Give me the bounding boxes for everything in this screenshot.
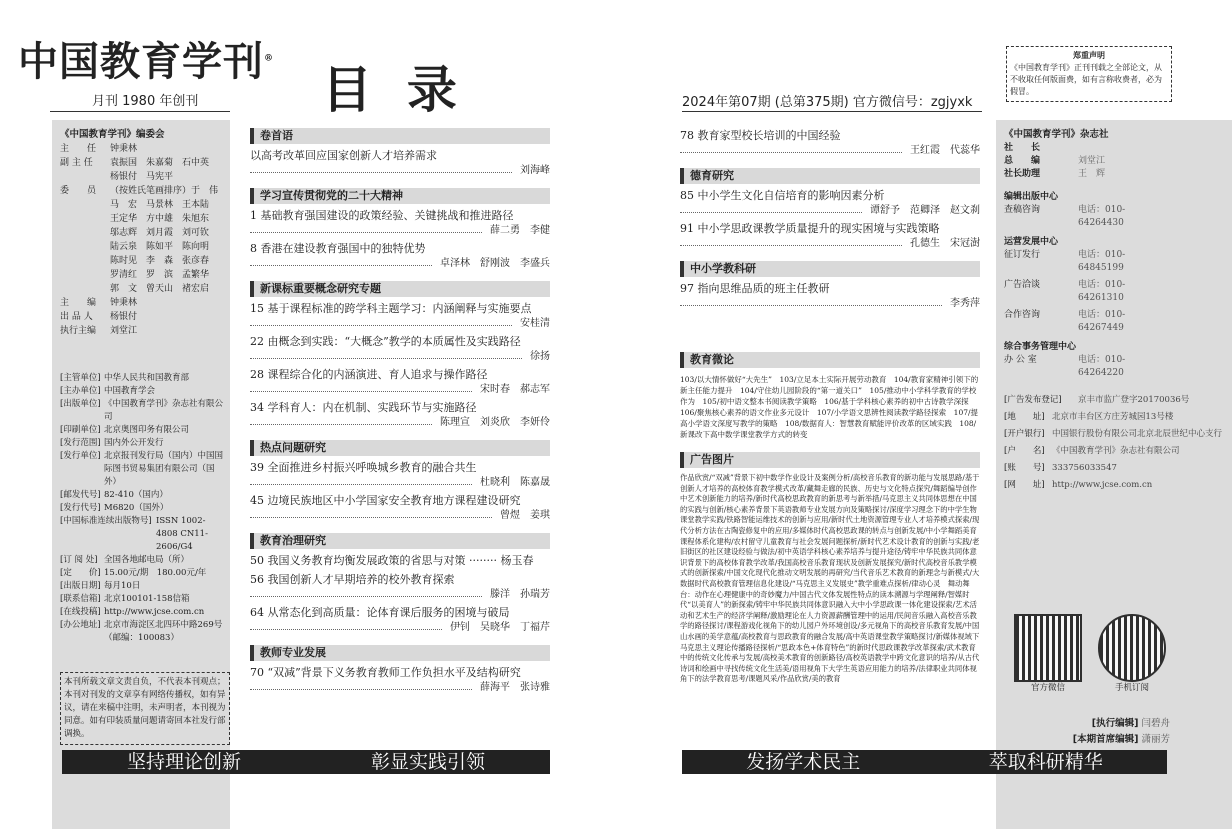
banner-slogan: 萃取科研精华 <box>988 751 1103 773</box>
dot-leader <box>680 143 902 153</box>
toc-entry[interactable]: 1 基础教育强国建设的政策经验、关键挑战和推进路径 <box>250 209 514 222</box>
info-key: [在线投稿] <box>60 607 101 617</box>
toc-authors: 刘海峰 <box>520 165 550 176</box>
copyright-box <box>1006 46 1172 102</box>
toc-entry[interactable]: 64 从常态化到高质量：论体育课后服务的困境与破局 <box>250 606 510 619</box>
left-toc <box>250 128 550 698</box>
publication-info <box>60 372 225 645</box>
info-key: [发行代号] <box>60 503 101 513</box>
toc-entry[interactable]: 22 由概念到实践：“大概念”教学的本质属性及实践路径 <box>250 335 521 348</box>
info-row <box>60 437 225 450</box>
board-row <box>60 296 225 310</box>
company-person <box>1078 142 1224 155</box>
toc-authors: 谭舒予 范卿泽 赵文刹 <box>870 205 980 216</box>
board-row <box>60 156 225 184</box>
dot-leader <box>250 349 522 359</box>
contact-key: 合作咨询 <box>1004 310 1041 320</box>
bank-row <box>1004 479 1224 492</box>
toc-authors-row <box>680 143 980 158</box>
dot-leader <box>250 382 472 392</box>
dot-leader <box>250 620 442 630</box>
right-toc <box>680 128 980 314</box>
toc-authors: 王红霞 代蕊华 <box>910 145 980 156</box>
info-value: 北京市海淀区北四环中路269号（邮编：100083） <box>104 620 223 643</box>
info-value: 15.00元/期 180.00元/年 <box>104 568 207 578</box>
bank-value: 中国银行股份有限公司北京北辰世纪中心支行 <box>1052 429 1223 439</box>
dot-leader <box>250 587 482 597</box>
toc-authors-row <box>680 236 980 251</box>
info-key: [定 价] <box>60 568 101 578</box>
company-row <box>1004 168 1224 181</box>
board-members: 刘堂江 <box>110 326 138 336</box>
board-members: 钟秉林 <box>110 144 138 154</box>
dot-leader <box>250 316 512 326</box>
company-role: 社长助理 <box>1004 169 1041 179</box>
micro-text: 103/以大情怀做好“大先生” 103/立足本土实际开展劳动教育 104/教育家精神引领下的新主任能力提升 104/守住幼儿园阶段的“第一道关口” 105/推动中小学科学教育的学校作为 105/初中语文整本书阅读教学策略 106/基于学科核心素养的初中古诗教学深探 106/聚焦核心素养的语文作业多元设计 107/小学语文思辨性阅读教学路径探索 107/提高小学语文深度写教学的策略 108/数据育人：智慧教育赋能评价改革的区域实践 108/新课改下高中数学课堂教学方式的转变 <box>680 375 979 439</box>
toc-authors-row <box>680 203 980 218</box>
info-value: 北京100101-158信箱 <box>104 594 190 604</box>
info-row <box>60 502 225 515</box>
info-row <box>60 515 225 554</box>
board-role: 主 任 <box>60 144 97 154</box>
toc-authors: 安桂清 <box>520 318 550 329</box>
info-value: 国内外公开发行 <box>104 438 164 448</box>
company-person: 王 辉 <box>1078 169 1106 179</box>
board-role: 副 主 任 <box>60 158 93 168</box>
toc-authors-row <box>250 316 550 331</box>
editor-row <box>1060 716 1170 732</box>
info-row <box>60 606 225 619</box>
copyright-text: 《中国教育学刊》正刊刊载之全部论文，从不收取任何版面费，如有言称收费者，必为假冒。 <box>1010 63 1162 96</box>
contact-row <box>1004 249 1224 275</box>
toc-authors: 宋时春 郝志军 <box>480 384 550 395</box>
copyright-heading: 郑重声明 <box>1073 51 1105 60</box>
banner-slogan: 坚持理论创新 <box>126 751 241 773</box>
toc-entry[interactable]: 15 基于课程标准的跨学科主题学习：内涵阐释与实施要点 <box>250 302 532 315</box>
info-value: ISSN 1002-4808 CN11-2606/G4 <box>156 516 208 552</box>
section-title: 教师专业发展 <box>250 645 550 661</box>
info-row <box>60 567 225 580</box>
info-value: M6820（国外） <box>104 503 169 513</box>
board-role: 委 员 <box>60 186 97 196</box>
dot-leader <box>680 296 942 306</box>
board-members: （按姓氏笔画排序）于 伟 马 宏 马景林 王本陆 王定华 方中雄 朱旭东 邬志辉 刘月霞 刘可钦 陆云泉 陈如平 陈向明 陈时见 李 森 张彦春 罗清红 罗 滨 孟繁华 郭 文 曾天山 褚宏启 <box>110 186 228 294</box>
qr-subscribe[interactable] <box>1098 614 1166 695</box>
dot-leader <box>250 223 482 233</box>
toc-authors: 孔德生 宋冠澍 <box>910 238 980 249</box>
ad-section <box>680 452 980 685</box>
toc-entry[interactable]: 70 “双减”背景下义务教育教师工作负担水平及结构研究 <box>250 666 521 679</box>
info-key: [发行单位] <box>60 451 101 461</box>
toc-authors: 曾煜 姜琪 <box>500 510 550 521</box>
info-key: [联系信箱] <box>60 594 101 604</box>
contact-key: 广告洽谈 <box>1004 280 1041 290</box>
info-value: 《中国教育学刊》杂志社有限公司 <box>104 399 224 422</box>
toc-authors: 薛二勇 李健 <box>490 225 550 236</box>
toc-heading: 目 录 <box>322 61 457 119</box>
contact-key: 查稿咨询 <box>1004 205 1041 215</box>
contact-phone: 电话：010-64264430 <box>1078 205 1126 228</box>
contact-dept: 运营发展中心 <box>1004 237 1059 247</box>
toc-authors-row <box>250 163 550 178</box>
toc-entry[interactable]: 85 中小学生文化自信培育的影响因素分析 <box>680 189 885 202</box>
contact-phone: 电话：010-64845199 <box>1078 250 1126 273</box>
info-value: http://www.jcse.com.cn <box>104 607 205 617</box>
toc-entry[interactable]: 91 中小学思政课教学质量提升的现实困境与实践策略 <box>680 222 940 235</box>
section-title: 新课标重要概念研究专题 <box>250 281 550 297</box>
bank-value: 京丰市监广登字20170036号 <box>1078 395 1190 405</box>
contact-row <box>1004 204 1224 230</box>
section-title: 广告图片 <box>680 452 980 468</box>
dot-leader <box>250 475 472 485</box>
info-row <box>60 385 225 398</box>
info-row <box>60 398 225 424</box>
contact-row <box>1004 354 1224 380</box>
toc-authors: 滕洋 孙瑞芳 <box>490 589 550 600</box>
ad-text: 作品欣赏/“双减”背景下初中数学作业设计及案例分析/高校音乐教育的新功能与发展思路/基于创新人才培养的高校体育教学模式改革/藏舞走廊的民族、历史与文化特点探究/舞蹈编导创作中艺术创新能力的培养/新时代高校思政教育的新思考与新举措/马克思主义共同体思想在中国的实践与创新/核心素养背景下英语教师专业发展方向及策略探讨/深度学习理念下的中学生物课堂教学实践/铁路智能运维技术的创新与应用/新时代土地资源管理专业人才培养模式探索/现代分析方法在古陶瓷修复中的应用/多媒体时代高校思政课的转点与创新发展/中小学舞蹈美育课程体系化建构/农村留守儿童教育与社会发展问题探析/新时代艺术设计教育的创新与实践/老旧街区的社区建设经验与做法/初中英语学科核心素养培养与提升途径/铸牢中华民族共同体意识背景下的高校体育教学改革/我国高校音乐教育现状及创新发展探究/新时代高校音乐教学模式的创新探索/中国文化现代化推动文明发展的再研究/当代音乐艺术教育的新理念与新模式/大数据时代高校教育管理信息化建设/“马克思主义发展史”教学重难点探析/律动心灵 舞动舞台：动作在心理健康中的奇妙魔力/中国古代文体发展性特点的读本溯源与学理阐释/智媒时代“以美育人”的新探索/铸牢中华民族共同体意识融入大中小学思政课一体化建设探索/艺术活动和艺术生产的经济学阐释/激励理论在人力资源薪酬管理中的运用/民间音乐融入高校音乐教学的路径探讨/课程游戏化视角下的幼儿园户外环境创设/多元视角下的高校音乐教育发展/中国山水画的美学意蕴/高校教育与思政教育的融合发展/高中英语课堂教学策略探讨/新媒体视域下马克思主义理论传播路径探析/“思政本色+体育特色”的新时代思政课教学改革探索/武术教育中的传统文化传承与发展/高校美术教育的创新路径/高校英语教学中跨文化意识的培养/从古代诗词和绘画中寻找传统文化生活美/语用视角下大学生英语应用能力的培养/法律职业共同体视角下的法学教育思考/课题风采/作品欣赏/美的教育 <box>680 473 980 684</box>
company-heading: 《中国教育学刊》杂志社 <box>1004 129 1109 140</box>
bank-value: 北京市丰台区方庄芳城园13号楼 <box>1052 412 1174 422</box>
bank-row <box>1004 462 1224 475</box>
toc-entry[interactable]: 45 边境民族地区中小学国家安全教育地方课程建设研究 <box>250 494 521 507</box>
contact-phone: 电话：010-64264220 <box>1078 355 1126 378</box>
dot-leader <box>680 203 862 213</box>
right-banner <box>682 750 1167 774</box>
editor-role: [执行编辑] <box>1091 718 1139 729</box>
contact-row <box>1004 309 1224 335</box>
info-value: 北京奥图印务有限公司 <box>104 425 190 435</box>
dot-leader <box>250 415 432 425</box>
company-row <box>1004 155 1224 168</box>
editor-name: 闫碧舟 <box>1141 718 1170 729</box>
toc-authors-row <box>250 223 550 238</box>
editors <box>1060 716 1170 748</box>
toc-authors-row <box>250 620 550 635</box>
qr-wechat[interactable] <box>1014 614 1082 695</box>
toc-entry[interactable]: 8 香港在建设教育强国中的独特优势 <box>250 242 426 255</box>
toc-entry[interactable]: 50 我国义务教育均衡发展政策的省思与对策 ········ 杨玉春 <box>250 554 534 567</box>
company-role: 社 长 <box>1004 143 1041 153</box>
info-row <box>60 372 225 385</box>
section-title: 卷首语 <box>250 128 550 144</box>
bank-value: 333756033547 <box>1052 463 1117 473</box>
info-key: [办公地址] <box>60 620 101 630</box>
dot-leader <box>250 163 512 173</box>
board-row <box>60 324 225 338</box>
bank-row <box>1004 428 1224 441</box>
toc-authors-row <box>250 415 550 430</box>
contact-dept: 综合事务管理中心 <box>1004 342 1077 352</box>
toc-authors: 李秀萍 <box>950 298 980 309</box>
notice-box: 本刊所载文章文责自负，不代表本刊观点；本刊对刊发的文章享有网络传播权，如有异议，请在来稿中注明，未声明者，本刊视为同意。如有印装质量问题请寄回本社发行部调换。 <box>60 672 230 745</box>
section-title: 热点问题研究 <box>250 440 550 456</box>
toc-authors: 卓泽林 舒刚波 李盛兵 <box>440 258 550 269</box>
info-key: [印刷单位] <box>60 425 101 435</box>
toc-entry[interactable]: 56 我国创新人才早期培养的校外教育探索 <box>250 573 455 586</box>
info-value: 82-410（国内） <box>104 490 168 500</box>
board-heading: 《中国教育学刊》编委会 <box>60 129 165 140</box>
left-banner <box>62 750 550 774</box>
editor-row <box>1060 732 1170 748</box>
bank-key: [开户银行] <box>1004 429 1045 439</box>
section-title: 德育研究 <box>680 168 980 184</box>
info-value: 北京报刊发行局（国内）中国国际图书贸易集团有限公司（国外） <box>104 451 224 487</box>
section-title: 中小学教科研 <box>680 261 980 277</box>
dot-leader <box>680 236 902 246</box>
info-row <box>60 593 225 606</box>
info-value: 中华人民共和国教育部 <box>104 373 190 383</box>
section-title: 教育治理研究 <box>250 533 550 549</box>
board-members: 袁振国 朱嘉菊 石中英 杨银付 马宪平 <box>110 158 219 182</box>
qr-label: 手机订阅 <box>1114 683 1149 693</box>
company-role: 总 编 <box>1004 156 1041 166</box>
contact-dept: 编辑出版中心 <box>1004 192 1059 202</box>
toc-entry[interactable]: 97 指向思维品质的班主任教研 <box>680 282 830 295</box>
info-key: [订 阅 处] <box>60 555 98 565</box>
section-title: 学习宣传贯彻党的二十大精神 <box>250 188 550 204</box>
company-person: 刘堂江 <box>1078 156 1106 166</box>
dot-leader <box>250 256 432 266</box>
info-key: [出版日期] <box>60 581 101 591</box>
toc-authors-row <box>250 587 550 602</box>
info-row <box>60 424 225 437</box>
contact-key: 办 公 室 <box>1004 355 1037 365</box>
contact-phone: 电话：010-64267449 <box>1078 310 1126 333</box>
toc-entry[interactable]: 78 教育家型校长培训的中国经验 <box>680 129 841 142</box>
info-row <box>60 450 225 489</box>
qr-code-icon <box>1014 614 1082 682</box>
banner-slogan: 发扬学术民主 <box>746 751 861 773</box>
masthead-subtitle: 月刊 1980 年创刊 <box>92 94 199 109</box>
bank-row <box>1004 445 1224 458</box>
info-value: 每月10日 <box>104 581 141 591</box>
info-value: 全国各地邮电局（所） <box>104 555 190 565</box>
bank-row <box>1004 411 1224 424</box>
dot-leader <box>250 508 492 518</box>
qr-code-icon <box>1098 614 1166 682</box>
bank-value: http://www.jcse.com.cn <box>1052 480 1153 490</box>
dot-leader <box>250 680 472 690</box>
toc-entry[interactable]: 39 全面推进乡村振兴呼唤城乡教育的融合共生 <box>250 461 477 474</box>
toc-authors-row <box>250 680 550 695</box>
info-key: [主办单位] <box>60 386 101 396</box>
contact-phone: 电话：010-64261310 <box>1078 280 1126 303</box>
bank-key: [网 址] <box>1004 480 1045 490</box>
info-row <box>60 489 225 502</box>
bank-key: [户 名] <box>1004 446 1045 456</box>
issue-line: 2024年第07期 (总第375期) 官方微信号：zgjyxk <box>682 95 973 110</box>
info-key: [出版单位] <box>60 399 101 409</box>
toc-authors: 陈理宣 刘炎欣 李妍伶 <box>440 417 550 428</box>
board-row <box>60 142 225 156</box>
bank-key: [地 址] <box>1004 412 1045 422</box>
micro-section <box>680 352 980 440</box>
board-row <box>60 184 228 296</box>
editorial-board <box>60 126 228 338</box>
toc-authors: 伊钊 吴晓华 丁福芹 <box>450 622 550 633</box>
board-members: 杨银付 <box>110 312 138 322</box>
info-value: 中国教育学会 <box>104 386 156 396</box>
company-row <box>1004 142 1224 155</box>
toc-authors-row <box>250 508 550 523</box>
editor-role: [本期首席编辑] <box>1072 734 1139 745</box>
info-row <box>60 580 225 593</box>
section-title: 教育微论 <box>680 352 980 368</box>
board-role: 执行主编 <box>60 326 97 336</box>
bank-value: 《中国教育学刊》杂志社有限公司 <box>1052 446 1180 456</box>
info-key: [发行范围] <box>60 438 101 448</box>
board-members: 钟秉林 <box>110 298 138 308</box>
qr-label: 官方微信 <box>1030 683 1065 693</box>
company-info <box>1004 126 1224 496</box>
toc-entry[interactable]: 以高考改革回应国家创新人才培养需求 <box>250 149 437 162</box>
toc-authors-row <box>680 296 980 311</box>
toc-authors-row <box>250 349 550 364</box>
toc-authors: 薛海平 张诗雅 <box>480 682 550 693</box>
banner-slogan: 彰显实践引领 <box>370 751 485 773</box>
board-role: 出 品 人 <box>60 312 93 322</box>
info-row <box>60 554 225 567</box>
toc-authors-row <box>250 382 550 397</box>
masthead-title: 中国教育学刊® <box>18 38 274 85</box>
bank-row <box>1004 394 1224 407</box>
board-row <box>60 310 225 324</box>
toc-authors-row <box>250 475 550 490</box>
bank-key: [广告发布登记] <box>1004 395 1062 405</box>
board-role: 主 编 <box>60 298 97 308</box>
toc-authors-row <box>250 256 550 271</box>
toc-authors: 徐扬 <box>530 351 550 362</box>
toc-authors: 杜晓利 陈嘉晟 <box>480 477 550 488</box>
info-row <box>60 619 225 645</box>
info-key: [主管单位] <box>60 373 101 383</box>
toc-entry[interactable]: 34 学科育人：内在机制、实践环节与实施路径 <box>250 401 477 414</box>
info-key: [邮发代号] <box>60 490 101 500</box>
contact-key: 征订发行 <box>1004 250 1041 260</box>
contact-row <box>1004 279 1224 305</box>
toc-entry[interactable]: 28 课程综合化的内涵演进、育人追求与操作路径 <box>250 368 488 381</box>
editor-name: 潇丽芳 <box>1141 734 1170 745</box>
info-key: [中国标准连续出版物号] <box>60 516 152 526</box>
bank-key: [账 号] <box>1004 463 1045 473</box>
